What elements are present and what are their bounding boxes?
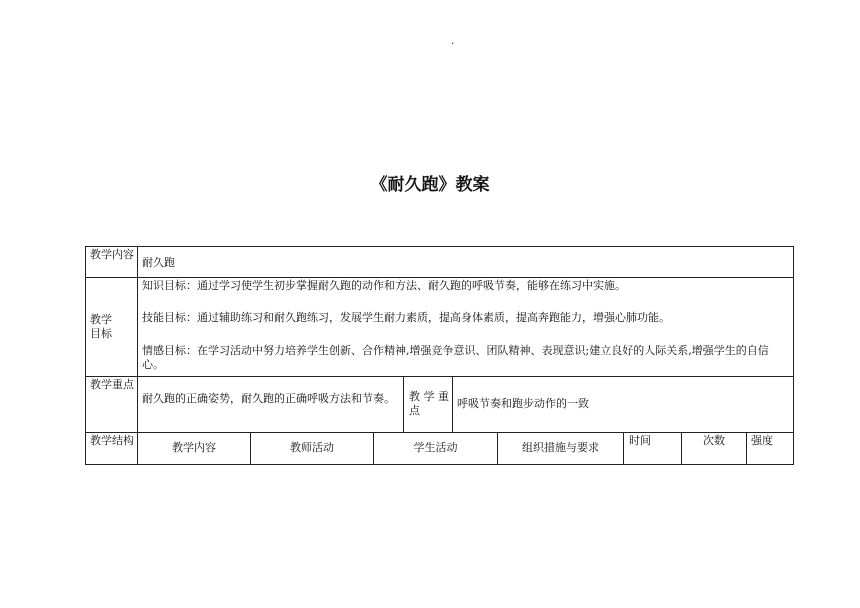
table-rule bbox=[85, 432, 794, 433]
table-rule bbox=[85, 376, 794, 377]
page-title: 《耐久跑》教案 bbox=[370, 175, 490, 195]
header-mark: . bbox=[451, 36, 455, 47]
column-header-content: 教学内容 bbox=[172, 441, 216, 454]
table-rule bbox=[793, 246, 794, 465]
focus-label-2: 教 学 重点 bbox=[409, 390, 449, 417]
table-rule bbox=[85, 464, 794, 465]
table-rule bbox=[623, 432, 624, 465]
table-rule bbox=[85, 246, 794, 247]
skill-objective: 技能目标：通过辅助练习和耐久跑练习，发展学生耐力素质，提高身体素质，提高奔跑能力，增强心肺功能。 bbox=[142, 311, 670, 324]
objectives-label: 教学目标 bbox=[90, 313, 112, 340]
lesson-plan-table bbox=[85, 246, 794, 465]
table-rule bbox=[746, 432, 747, 465]
column-header-student: 学生活动 bbox=[413, 441, 458, 454]
focus-label: 教学重点 bbox=[90, 378, 134, 391]
knowledge-objective: 知识目标：通过学习使学生初步掌握耐久跑的动作和方法、耐久跑的呼吸节奏，能够在练习中实施。 bbox=[142, 279, 626, 292]
focus-value-2: 呼吸节奏和跑步动作的一致 bbox=[457, 397, 589, 410]
table-rule bbox=[85, 277, 794, 278]
table-rule bbox=[85, 246, 86, 465]
column-header-intensity: 强度 bbox=[751, 434, 773, 447]
column-header-teacher: 教师活动 bbox=[290, 441, 334, 454]
column-header-time: 时间 bbox=[629, 434, 651, 447]
content-value: 耐久跑 bbox=[142, 256, 175, 269]
table-rule bbox=[403, 376, 404, 432]
table-rule bbox=[137, 246, 138, 465]
emotion-objective: 情感目标：在学习活动中努力培养学生创新、合作精神,增强竞争意识、团队精神、表现意识;建立良好的人际关系,增强学生的自信心。 bbox=[142, 344, 769, 371]
table-rule bbox=[452, 376, 453, 432]
structure-label: 教学结构 bbox=[90, 434, 134, 447]
focus-value: 耐久跑的正确姿势，耐久跑的正确呼吸方法和节奏。 bbox=[142, 392, 395, 405]
column-header-organization: 组织措施与要求 bbox=[522, 441, 599, 454]
column-header-count: 次数 bbox=[703, 434, 725, 447]
content-label: 教学内容 bbox=[90, 248, 134, 261]
